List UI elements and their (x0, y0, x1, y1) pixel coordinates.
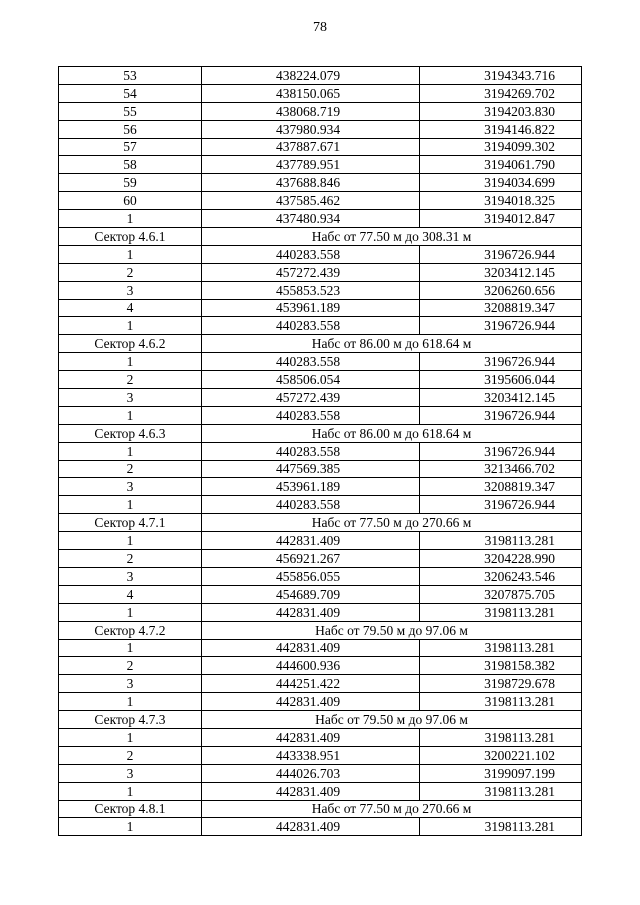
y-coordinate: 3196726.944 (420, 442, 582, 460)
sector-name: Сектор 4.6.3 (59, 424, 202, 442)
point-number: 60 (59, 192, 202, 210)
y-coordinate: 3198113.281 (420, 728, 582, 746)
point-number: 1 (59, 639, 202, 657)
coordinates-table (58, 66, 582, 836)
point-number: 2 (59, 657, 202, 675)
point-number: 1 (59, 442, 202, 460)
y-coordinate: 3194034.699 (420, 174, 582, 192)
coordinate-row (59, 263, 582, 281)
coordinate-row (59, 746, 582, 764)
x-coordinate: 442831.409 (202, 782, 420, 800)
x-coordinate: 457272.439 (202, 389, 420, 407)
coordinate-row (59, 84, 582, 102)
point-number: 59 (59, 174, 202, 192)
x-coordinate: 453961.189 (202, 299, 420, 317)
point-number: 2 (59, 263, 202, 281)
sector-name: Сектор 4.7.2 (59, 621, 202, 639)
coordinate-row (59, 460, 582, 478)
sector-name: Сектор 4.6.2 (59, 335, 202, 353)
point-number: 2 (59, 550, 202, 568)
x-coordinate: 440283.558 (202, 442, 420, 460)
y-coordinate: 3194012.847 (420, 210, 582, 228)
y-coordinate: 3194099.302 (420, 138, 582, 156)
y-coordinate: 3194018.325 (420, 192, 582, 210)
y-coordinate: 3198113.281 (420, 693, 582, 711)
coordinate-row (59, 174, 582, 192)
y-coordinate: 3196726.944 (420, 317, 582, 335)
point-number: 56 (59, 120, 202, 138)
point-number: 3 (59, 281, 202, 299)
x-coordinate: 440283.558 (202, 353, 420, 371)
coordinate-row (59, 442, 582, 460)
x-coordinate: 438150.065 (202, 84, 420, 102)
coordinate-row (59, 550, 582, 568)
y-coordinate: 3196726.944 (420, 353, 582, 371)
point-number: 3 (59, 675, 202, 693)
coordinate-row (59, 371, 582, 389)
point-number: 58 (59, 156, 202, 174)
x-coordinate: 444251.422 (202, 675, 420, 693)
coordinate-row (59, 353, 582, 371)
y-coordinate: 3199097.199 (420, 764, 582, 782)
y-coordinate: 3194061.790 (420, 156, 582, 174)
point-number: 57 (59, 138, 202, 156)
coordinates-table-body (59, 67, 582, 836)
y-coordinate: 3203412.145 (420, 389, 582, 407)
point-number: 1 (59, 532, 202, 550)
y-coordinate: 3208819.347 (420, 299, 582, 317)
sector-header-row (59, 800, 582, 818)
y-coordinate: 3194203.830 (420, 102, 582, 120)
sector-name: Сектор 4.7.3 (59, 711, 202, 729)
y-coordinate: 3194269.702 (420, 84, 582, 102)
y-coordinate: 3194343.716 (420, 67, 582, 85)
sector-height-range: Набс от 77.50 м до 270.66 м (202, 514, 582, 532)
coordinate-row (59, 406, 582, 424)
sector-name: Сектор 4.6.1 (59, 228, 202, 246)
y-coordinate: 3206260.656 (420, 281, 582, 299)
x-coordinate: 447569.385 (202, 460, 420, 478)
x-coordinate: 437789.951 (202, 156, 420, 174)
x-coordinate: 454689.709 (202, 585, 420, 603)
sector-header-row (59, 711, 582, 729)
x-coordinate: 455853.523 (202, 281, 420, 299)
coordinate-row (59, 317, 582, 335)
point-number: 1 (59, 210, 202, 228)
x-coordinate: 440283.558 (202, 245, 420, 263)
point-number: 55 (59, 102, 202, 120)
coordinate-row (59, 67, 582, 85)
y-coordinate: 3198729.678 (420, 675, 582, 693)
y-coordinate: 3194146.822 (420, 120, 582, 138)
coordinate-row (59, 764, 582, 782)
coordinate-row (59, 567, 582, 585)
sector-header-row (59, 621, 582, 639)
coordinate-row (59, 675, 582, 693)
x-coordinate: 437980.934 (202, 120, 420, 138)
coordinate-row (59, 138, 582, 156)
point-number: 1 (59, 245, 202, 263)
y-coordinate: 3203412.145 (420, 263, 582, 281)
point-number: 4 (59, 299, 202, 317)
sector-height-range: Набс от 79.50 м до 97.06 м (202, 711, 582, 729)
y-coordinate: 3198113.281 (420, 603, 582, 621)
y-coordinate: 3204228.990 (420, 550, 582, 568)
point-number: 54 (59, 84, 202, 102)
coordinate-row (59, 693, 582, 711)
point-number: 1 (59, 782, 202, 800)
y-coordinate: 3195606.044 (420, 371, 582, 389)
y-coordinate: 3213466.702 (420, 460, 582, 478)
x-coordinate: 437688.846 (202, 174, 420, 192)
coordinate-row (59, 120, 582, 138)
coordinate-row (59, 281, 582, 299)
x-coordinate: 442831.409 (202, 603, 420, 621)
x-coordinate: 437585.462 (202, 192, 420, 210)
x-coordinate: 437887.671 (202, 138, 420, 156)
coordinate-row (59, 657, 582, 675)
x-coordinate: 440283.558 (202, 496, 420, 514)
x-coordinate: 443338.951 (202, 746, 420, 764)
point-number: 2 (59, 460, 202, 478)
x-coordinate: 453961.189 (202, 478, 420, 496)
point-number: 1 (59, 496, 202, 514)
coordinate-row (59, 728, 582, 746)
y-coordinate: 3208819.347 (420, 478, 582, 496)
point-number: 3 (59, 389, 202, 407)
point-number: 3 (59, 478, 202, 496)
x-coordinate: 438224.079 (202, 67, 420, 85)
coordinate-row (59, 299, 582, 317)
coordinate-row (59, 496, 582, 514)
y-coordinate: 3196726.944 (420, 496, 582, 514)
x-coordinate: 442831.409 (202, 693, 420, 711)
x-coordinate: 458506.054 (202, 371, 420, 389)
page-number: 78 (313, 20, 327, 35)
point-number: 1 (59, 317, 202, 335)
sector-header-row (59, 335, 582, 353)
point-number: 3 (59, 764, 202, 782)
sector-height-range: Набс от 79.50 м до 97.06 м (202, 621, 582, 639)
x-coordinate: 440283.558 (202, 317, 420, 335)
point-number: 1 (59, 818, 202, 836)
y-coordinate: 3207875.705 (420, 585, 582, 603)
sector-height-range: Набс от 86.00 м до 618.64 м (202, 424, 582, 442)
y-coordinate: 3198113.281 (420, 782, 582, 800)
point-number: 1 (59, 406, 202, 424)
coordinate-row (59, 639, 582, 657)
coordinate-row (59, 210, 582, 228)
x-coordinate: 444026.703 (202, 764, 420, 782)
y-coordinate: 3198113.281 (420, 818, 582, 836)
coordinate-row (59, 818, 582, 836)
point-number: 2 (59, 371, 202, 389)
point-number: 3 (59, 567, 202, 585)
y-coordinate: 3198113.281 (420, 639, 582, 657)
x-coordinate: 455856.055 (202, 567, 420, 585)
point-number: 1 (59, 603, 202, 621)
point-number: 4 (59, 585, 202, 603)
x-coordinate: 437480.934 (202, 210, 420, 228)
sector-height-range: Набс от 77.50 м до 270.66 м (202, 800, 582, 818)
coordinate-row (59, 192, 582, 210)
x-coordinate: 442831.409 (202, 639, 420, 657)
sector-header-row (59, 228, 582, 246)
x-coordinate: 442831.409 (202, 532, 420, 550)
point-number: 2 (59, 746, 202, 764)
y-coordinate: 3198158.382 (420, 657, 582, 675)
sector-header-row (59, 424, 582, 442)
point-number: 53 (59, 67, 202, 85)
y-coordinate: 3200221.102 (420, 746, 582, 764)
x-coordinate: 456921.267 (202, 550, 420, 568)
x-coordinate: 442831.409 (202, 728, 420, 746)
y-coordinate: 3198113.281 (420, 532, 582, 550)
sector-header-row (59, 514, 582, 532)
x-coordinate: 438068.719 (202, 102, 420, 120)
sector-name: Сектор 4.7.1 (59, 514, 202, 532)
coordinate-row (59, 532, 582, 550)
coordinate-row (59, 782, 582, 800)
x-coordinate: 457272.439 (202, 263, 420, 281)
point-number: 1 (59, 353, 202, 371)
x-coordinate: 440283.558 (202, 406, 420, 424)
y-coordinate: 3196726.944 (420, 245, 582, 263)
sector-height-range: Набс от 77.50 м до 308.31 м (202, 228, 582, 246)
sector-height-range: Набс от 86.00 м до 618.64 м (202, 335, 582, 353)
point-number: 1 (59, 693, 202, 711)
coordinate-row (59, 478, 582, 496)
point-number: 1 (59, 728, 202, 746)
x-coordinate: 442831.409 (202, 818, 420, 836)
x-coordinate: 444600.936 (202, 657, 420, 675)
y-coordinate: 3196726.944 (420, 406, 582, 424)
y-coordinate: 3206243.546 (420, 567, 582, 585)
sector-name: Сектор 4.8.1 (59, 800, 202, 818)
coordinate-row (59, 245, 582, 263)
coordinate-row (59, 156, 582, 174)
coordinate-row (59, 389, 582, 407)
coordinate-row (59, 603, 582, 621)
coordinate-row (59, 102, 582, 120)
coordinate-row (59, 585, 582, 603)
